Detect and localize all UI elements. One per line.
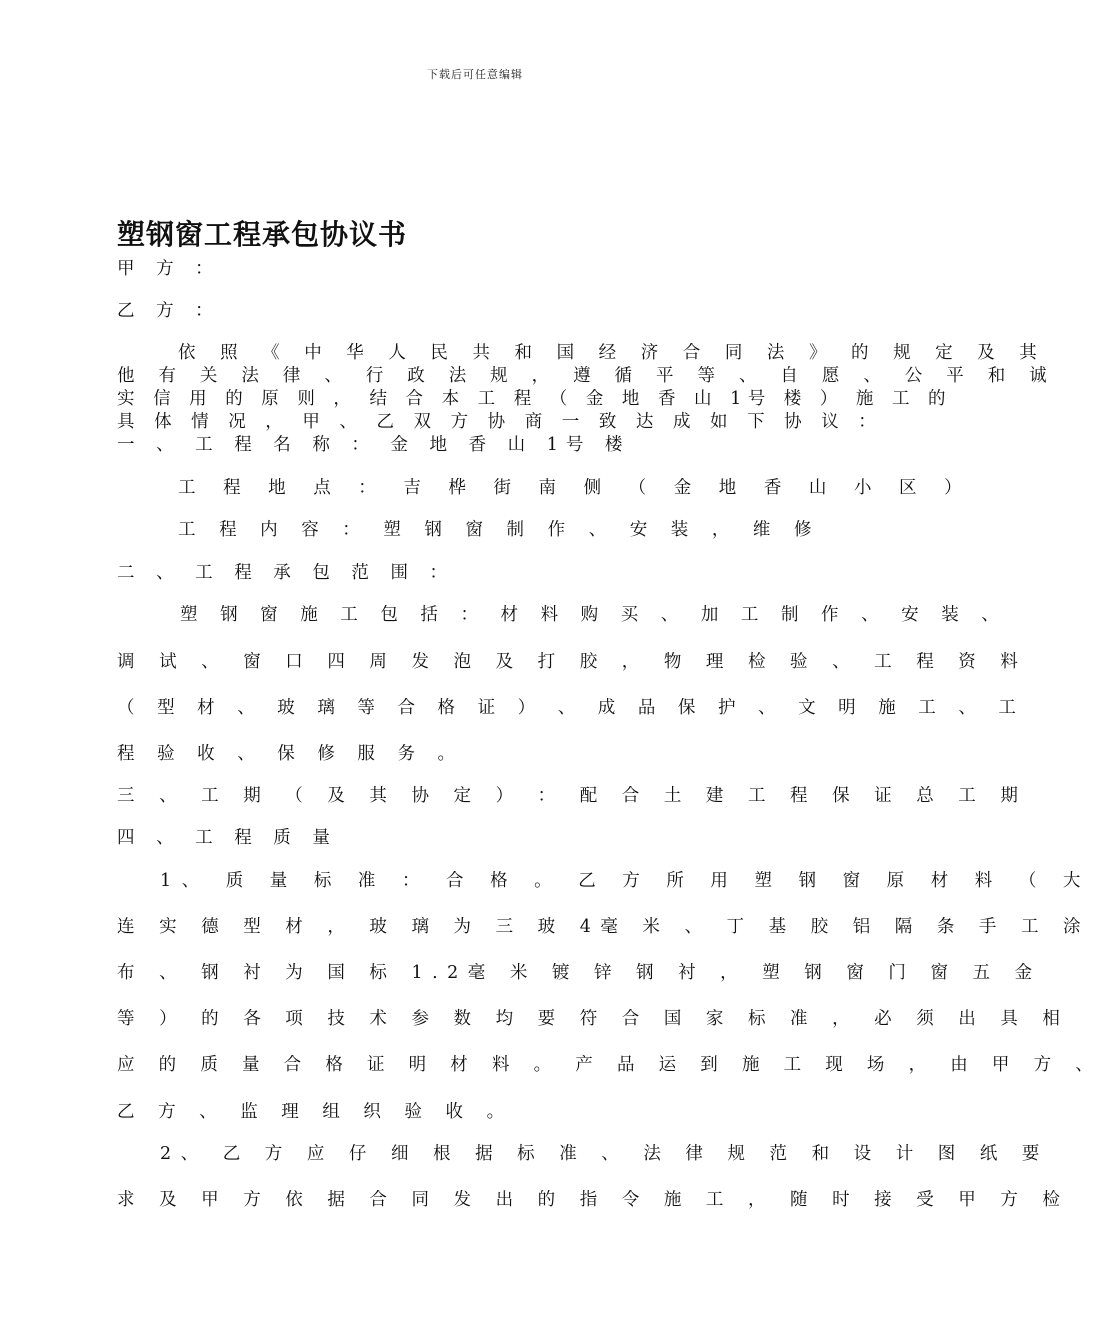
- section-4-item-2-line: 求 及 甲 方 依 据 合 同 发 出 的 指 令 施 工 ， 随 时 接 受 甲 方 检: [117, 1190, 1070, 1210]
- section-4-item-1-line: 应 的 质 量 合 格 证 明 材 料 。 产 品 运 到 施 工 现 场 ， 由 甲 方 、: [117, 1055, 1102, 1075]
- section-2-heading: 二 、 工 程 承 包 范 围 ：: [117, 563, 456, 583]
- section-1-heading: 一 、 工 程 名 称 ： 金 地 香 山 1号 楼: [117, 435, 631, 455]
- section-2-line: 程 验 收 、 保 修 服 务 。: [117, 744, 464, 764]
- section-4-item-1-line: 乙 方 、 监 理 组 织 验 收 。: [117, 1102, 514, 1122]
- page-title: 塑钢窗工程承包协议书: [117, 218, 408, 251]
- section-4-item-2-line: 2、 乙 方 应 仔 细 根 据 标 准 、 法 律 规 范 和 设 计 图 纸 要: [160, 1144, 1049, 1164]
- section-2-line: 塑 钢 窗 施 工 包 括 ： 材 料 购 买 、 加 工 制 作 、 安 装 、: [180, 605, 1008, 625]
- section-4-heading: 四 、 工 程 质 量: [117, 828, 338, 848]
- section-4-item-1-line: 布 、 钢 衬 为 国 标 1.2毫 米 镀 锌 钢 衬 ， 塑 钢 窗 门 窗 五 金: [117, 963, 1042, 983]
- party-a-line: 甲 方 ：: [117, 259, 221, 279]
- section-3-heading: 三 、 工 期 （ 及 其 协 定 ） ： 配 合 土 建 工 程 保 证 总 工 期: [117, 786, 1028, 806]
- section-1-content: 工 程 内 容 ： 塑 钢 窗 制 作 、 安 装 ， 维 修: [178, 520, 821, 540]
- party-b-line: 乙 方 ：: [117, 301, 221, 321]
- section-4-item-1-line: 等 ） 的 各 项 技 术 参 数 均 要 符 合 国 家 标 准 ， 必 须 出 具 相: [117, 1009, 1070, 1029]
- section-2-line: 调 试 、 窗 口 四 周 发 泡 及 打 胶 ， 物 理 检 验 、 工 程 资 料: [117, 652, 1028, 672]
- intro-line: 具 体 情 况 ， 甲 、 乙 双 方 协 商 一 致 达 成 如 下 协 议 ：: [117, 412, 883, 432]
- section-1-location: 工 程 地 点 ： 吉 桦 街 南 侧 （ 金 地 香 山 小 区 ）: [178, 478, 973, 498]
- intro-line: 实 信 用 的 原 则 ， 结 合 本 工 程 （ 金 地 香 山 1号 楼 ） 施 工 的: [117, 389, 953, 409]
- header-note: 下载后可任意编辑: [427, 68, 523, 81]
- intro-line: 他 有 关 法 律 、 行 政 法 规 ， 遵 循 平 等 、 自 愿 、 公 平 和 诚: [117, 366, 1056, 386]
- section-4-item-1-line: 连 实 德 型 材 ， 玻 璃 为 三 玻 4毫 米 、 丁 基 胶 铝 隔 条 手 工 涂: [117, 917, 1091, 937]
- section-4-item-1-line: 1、 质 量 标 准 ： 合 格 。 乙 方 所 用 塑 钢 窗 原 材 料 （ 大: [160, 871, 1091, 891]
- section-2-line: （ 型 材 、 玻 璃 等 合 格 证 ） 、 成 品 保 护 、 文 明 施 工 、 工: [117, 698, 1025, 718]
- intro-line: 依 照 《 中 华 人 民 共 和 国 经 济 合 同 法 》 的 规 定 及 其: [178, 343, 1047, 363]
